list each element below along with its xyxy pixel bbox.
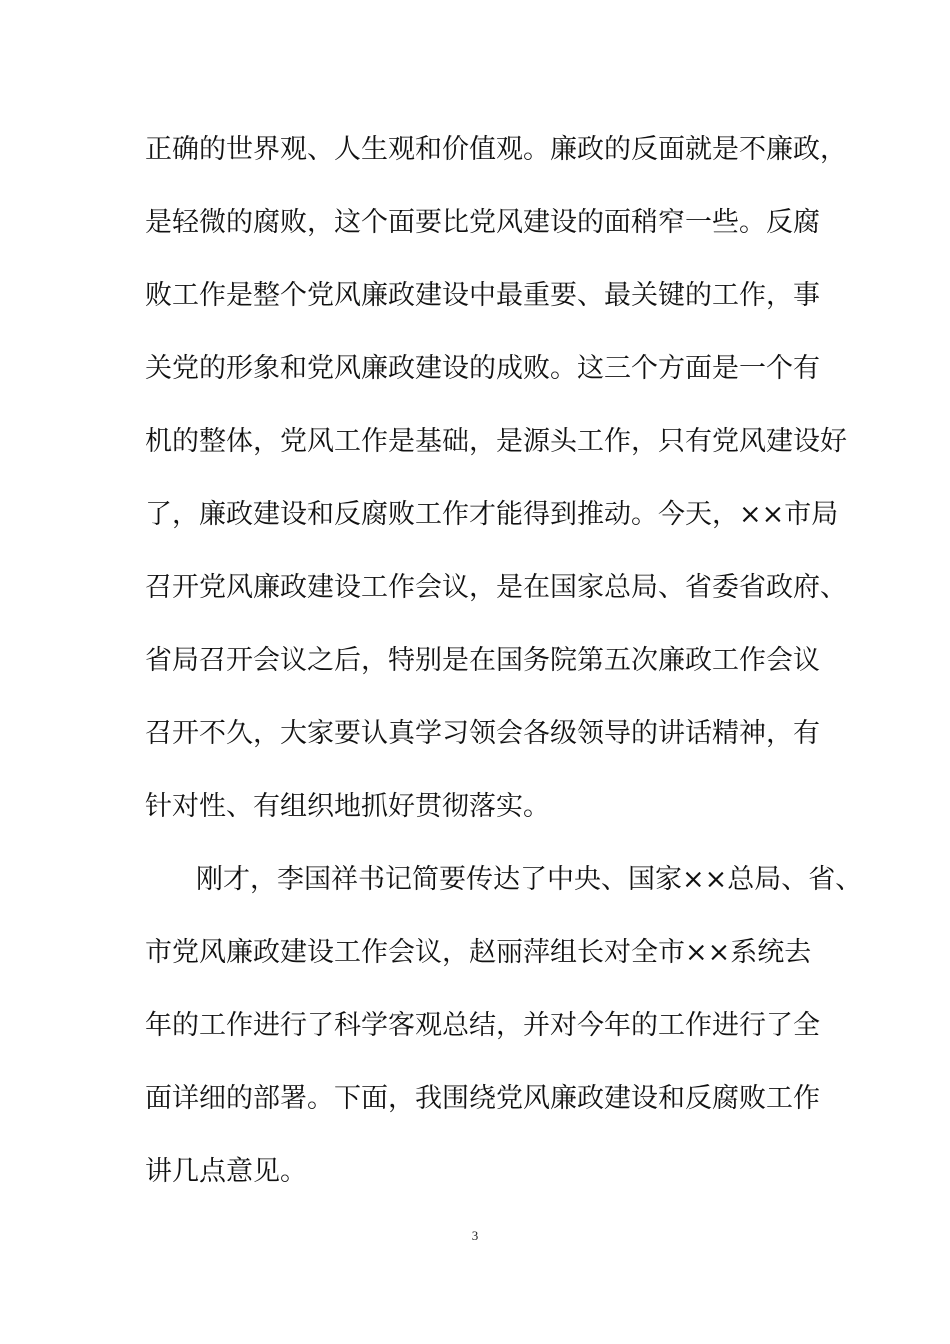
paragraph-start-line: 刚才，李国祥书记简要传达了中央、国家××总局、省、 bbox=[196, 864, 863, 895]
text-line-6: 了，廉政建设和反腐败工作才能得到推动。今天，××市局 bbox=[145, 499, 839, 530]
text-line-12: 市党风廉政建设工作会议，赵丽萍组长对全市××系统去 bbox=[145, 937, 812, 968]
text-line-5: 机的整体，党风工作是基础，是源头工作，只有党风建设好 bbox=[145, 426, 847, 457]
text-line-14: 面详细的部署。下面，我围绕党风廉政建设和反腐败工作 bbox=[145, 1083, 820, 1114]
text-line-15: 讲几点意见。 bbox=[145, 1156, 307, 1187]
text-line-9: 召开不久，大家要认真学习领会各级领导的讲话精神，有 bbox=[145, 718, 820, 749]
text-line-7: 召开党风廉政建设工作会议，是在国家总局、省委省政府、 bbox=[145, 572, 847, 603]
text-line-4: 关党的形象和党风廉政建设的成败。这三个方面是一个有 bbox=[145, 353, 820, 384]
text-line-13: 年的工作进行了科学客观总结，并对今年的工作进行了全 bbox=[145, 1010, 820, 1041]
text-line-3: 败工作是整个党风廉政建设中最重要、最关键的工作，事 bbox=[145, 280, 820, 311]
text-line-10: 针对性、有组织地抓好贯彻落实。 bbox=[145, 791, 550, 822]
text-line-8: 省局召开会议之后，特别是在国务院第五次廉政工作会议 bbox=[145, 645, 820, 676]
text-line-2: 是轻微的腐败，这个面要比党风建设的面稍窄一些。反腐 bbox=[145, 207, 820, 238]
page-number: 3 bbox=[471, 1228, 479, 1243]
text-line-1: 正确的世界观、人生观和价值观。廉政的反面就是不廉政， bbox=[145, 134, 847, 165]
